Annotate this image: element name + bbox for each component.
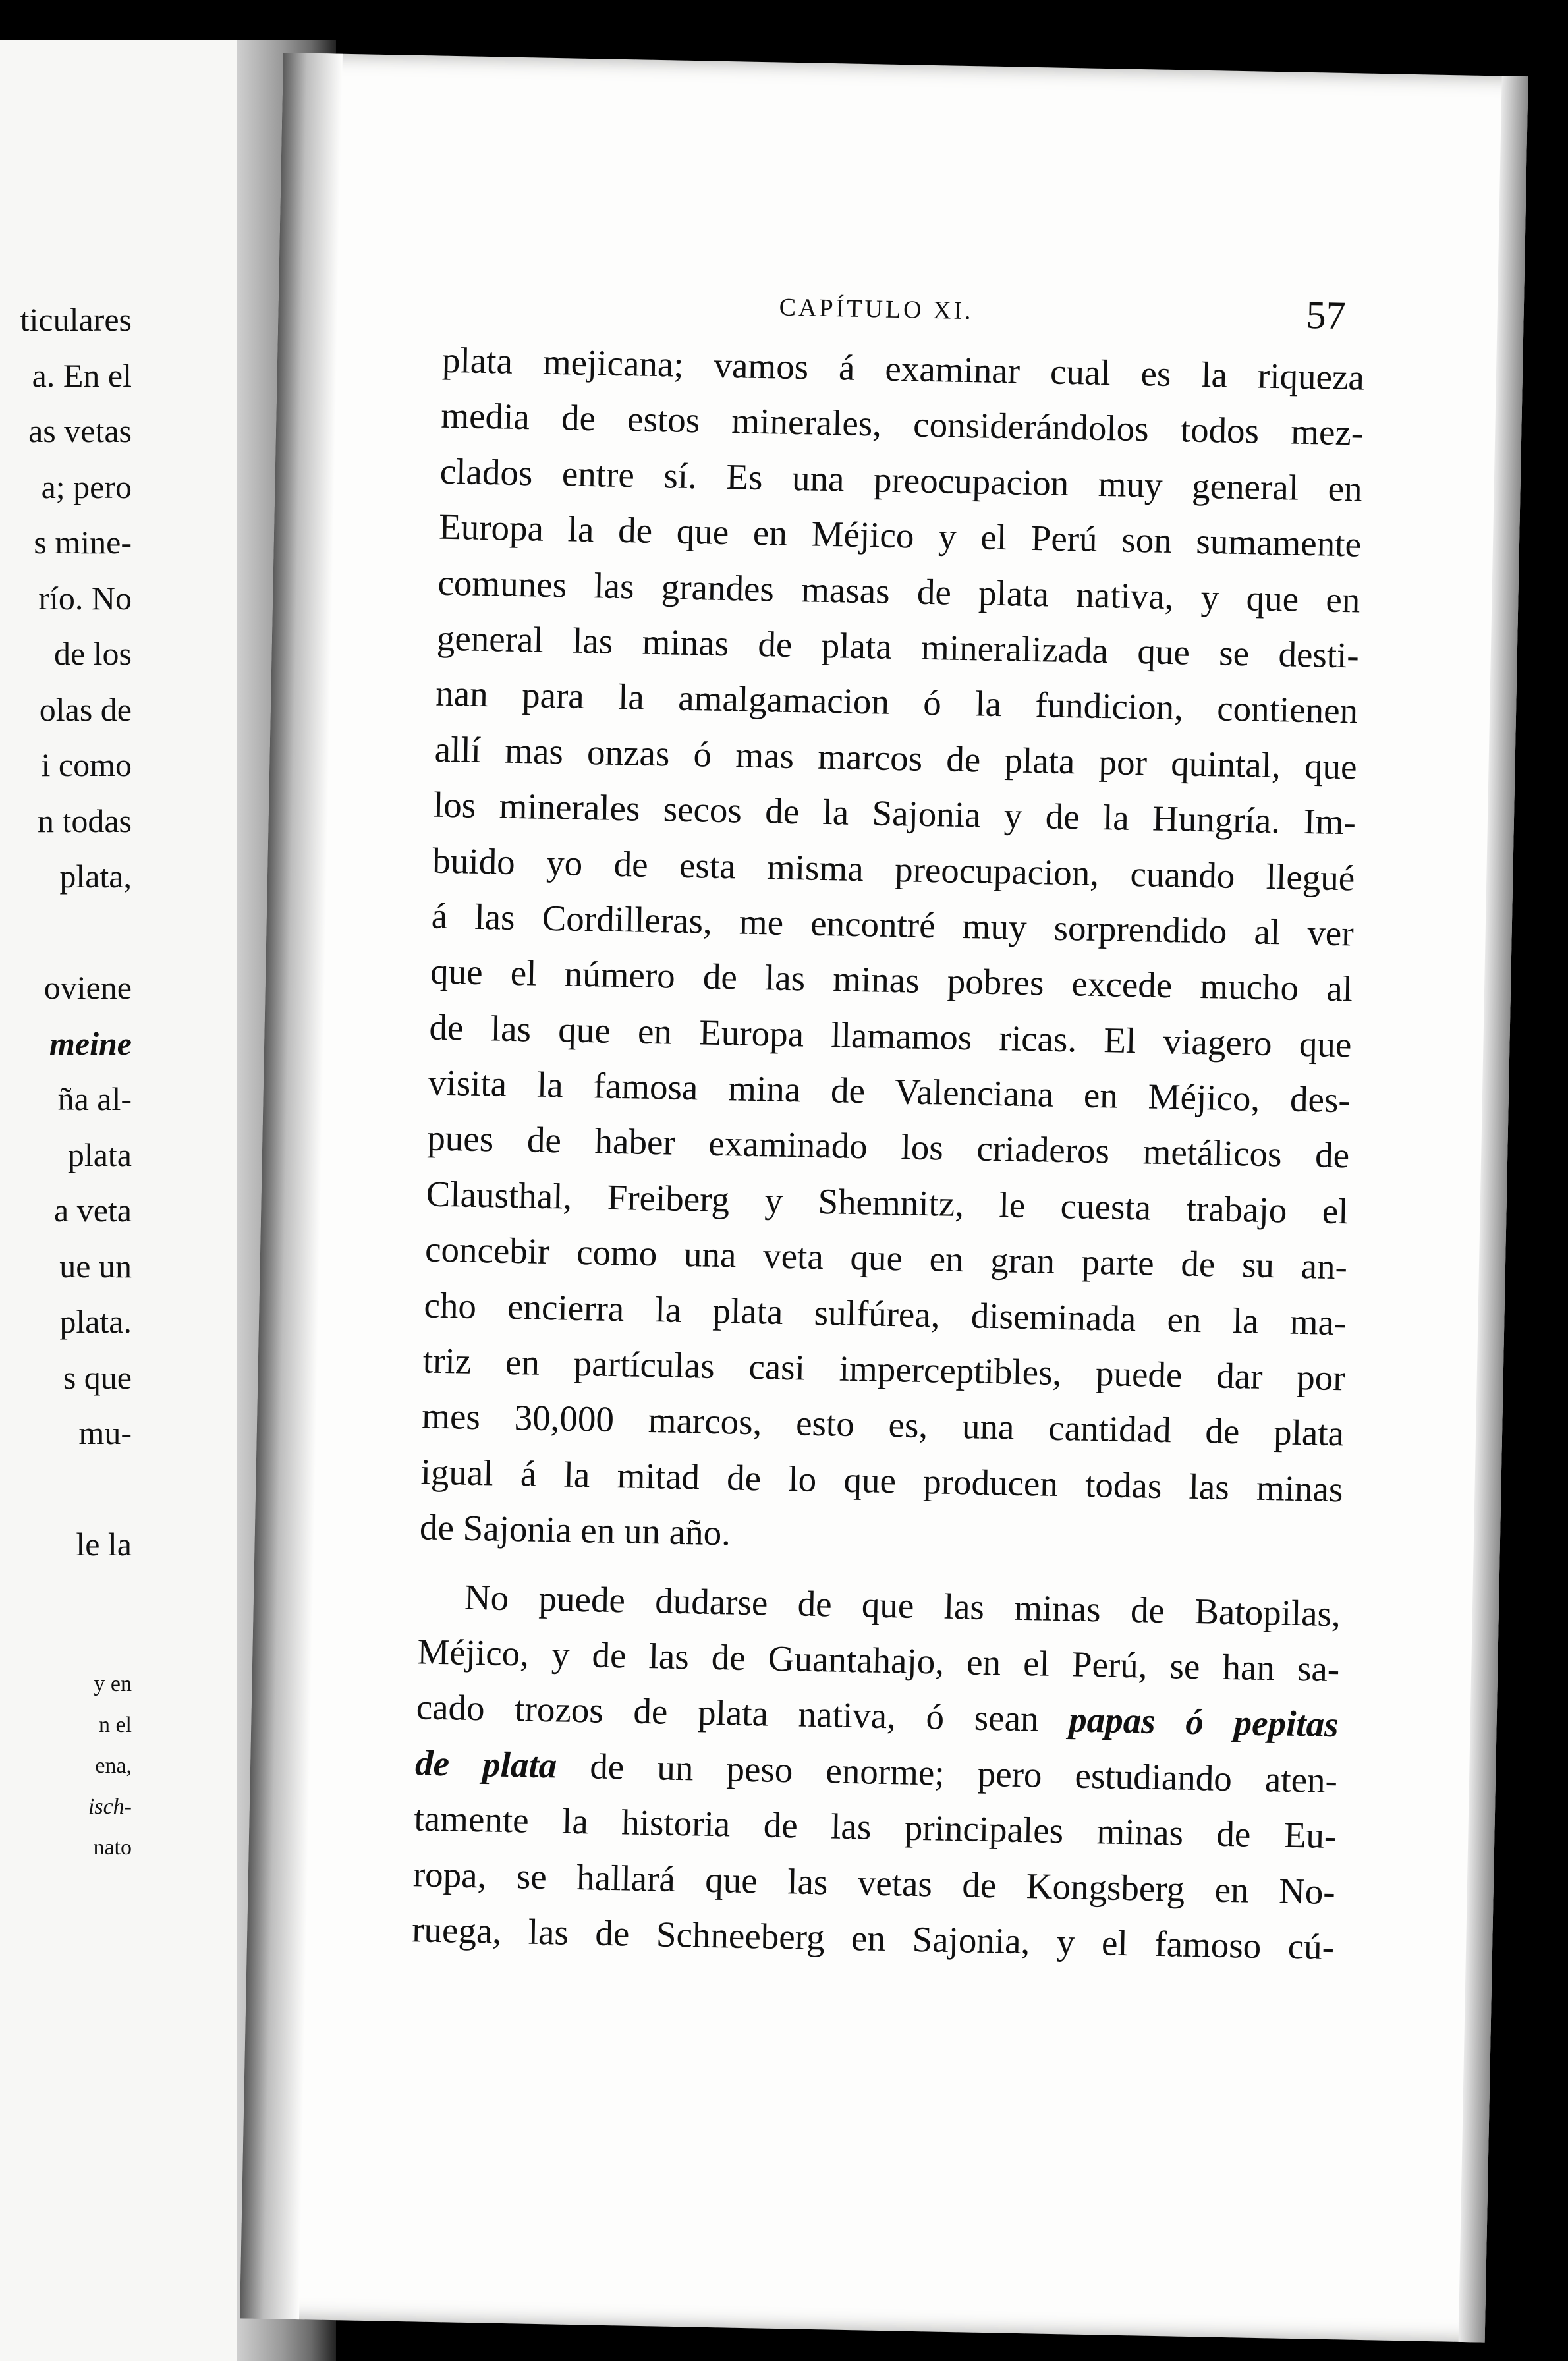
left-text-line: i como xyxy=(41,746,132,783)
left-text-line: plata xyxy=(67,1136,132,1173)
text-line: ruega, las de Schneeberg en Sajonia, y el famoso cú- xyxy=(411,1909,1335,1968)
text-line: visita la famosa mina de Valenciana en Méjico, des- xyxy=(428,1062,1351,1121)
text-line: cho encierra la plata sulfúrea, diseminada en la ma- xyxy=(423,1285,1347,1343)
text-line: clados entre sí. Es una preocupacion muy general en xyxy=(439,451,1363,509)
left-text-line: olas de xyxy=(39,690,132,728)
text-line: comunes las grandes masas de plata nativa, y que en xyxy=(437,562,1360,621)
paragraph-2 xyxy=(412,1569,1341,1976)
text-line: No puede dudarse de que las minas de Batopilas, xyxy=(464,1576,1341,1634)
left-text-line: meine xyxy=(49,1024,132,1062)
left-text-line: a veta xyxy=(54,1192,132,1229)
text-line: igual á la mitad de lo que producen todas las minas xyxy=(420,1451,1344,1510)
text-line: general las minas de plata mineralizada que se desti- xyxy=(436,617,1360,676)
left-text-line: plata, xyxy=(59,858,132,895)
left-text-line: oviene xyxy=(43,969,132,1006)
page-number: 57 xyxy=(1306,292,1347,338)
left-text-line: s mine- xyxy=(34,524,132,561)
text-line: media de estos minerales, considerándolos todos mez- xyxy=(440,395,1364,453)
left-text-line: a. En el xyxy=(32,356,132,394)
text-line: los minerales secos de la Sajonia y de la Hungría. Im- xyxy=(433,784,1357,843)
text-line: á las Cordilleras, me encontré muy sorprendido al ver xyxy=(431,895,1355,954)
text-line: pues de haber examinado los criaderos metálicos de xyxy=(426,1117,1350,1176)
left-text-line: n todas xyxy=(37,802,132,839)
text-line: Europa la de que en Méjico y el Perú son sumamente xyxy=(438,506,1362,565)
body-text xyxy=(412,333,1365,1976)
text-line: plata mejicana; vamos á examinar cual es la riqueza xyxy=(441,339,1365,398)
left-text-line: mu- xyxy=(78,1414,132,1451)
right-page xyxy=(240,53,1528,2343)
text-segment: de un peso enorme; pero estudiando aten- xyxy=(556,1745,1338,1800)
left-page xyxy=(0,40,277,2361)
left-text-line: río. No xyxy=(38,579,132,617)
text-line: nan para la amalgamacion ó la fundicion, contienen xyxy=(435,673,1358,731)
left-text-line: ña al- xyxy=(57,1080,132,1117)
text-line: que el número de las minas pobres excede mucho al xyxy=(430,951,1353,1009)
text-line: de Sajonia en un año. xyxy=(419,1507,731,1553)
text-line: allí mas onzas ó mas marcos de plata por quintal, que xyxy=(434,729,1358,787)
left-text-line: a; pero xyxy=(41,468,132,505)
left-text-line: de los xyxy=(53,635,132,672)
page-edge-shadow xyxy=(1459,76,1528,2343)
text-line: ropa, se hallará que las vetas de Kongsberg en No- xyxy=(412,1853,1336,1912)
left-text-line: plata. xyxy=(59,1303,132,1340)
left-footnote-line: n el xyxy=(98,1713,132,1737)
italic-phrase: papas ó pepitas xyxy=(1068,1699,1339,1745)
left-text-line: le la xyxy=(76,1526,132,1563)
left-footnote-line: isch- xyxy=(88,1794,132,1819)
left-text-line: ticulares xyxy=(20,301,132,338)
running-head: CAPÍTULO XI. xyxy=(779,293,974,325)
text-segment: cado trozos de plata nativa, ó sean xyxy=(416,1686,1069,1740)
left-footnote-line: nato xyxy=(93,1835,132,1860)
text-line: de las que en Europa llamamos ricas. El viagero que xyxy=(429,1007,1352,1065)
text-line: mes 30,000 marcos, esto es, una cantidad de plata xyxy=(421,1395,1345,1454)
left-text-line: s que xyxy=(63,1358,132,1396)
text-line: Clausthal, Freiberg y Shemnitz, le cuesta trabajo el xyxy=(426,1173,1349,1232)
left-footnote-line: ena, xyxy=(95,1754,132,1778)
left-text-line: ue un xyxy=(59,1247,132,1285)
text-line: concebir como una veta que en gran parte de su an- xyxy=(424,1229,1348,1287)
text-line: tamente la historia de las principales minas de Eu- xyxy=(414,1798,1337,1856)
paragraph-1 xyxy=(419,333,1365,1586)
text-line: triz en partículas casi imperceptibles, puede dar por xyxy=(422,1340,1346,1399)
text-line: Méjico, y de las de Guantahajo, en el Perú, se han sa- xyxy=(416,1631,1340,1690)
italic-phrase: de plata xyxy=(414,1742,557,1786)
text-line: buido yo de esta misma preocupacion, cuando llegué xyxy=(432,840,1355,898)
left-footnote-line: y en xyxy=(94,1672,132,1696)
left-text-line: as vetas xyxy=(28,412,132,449)
